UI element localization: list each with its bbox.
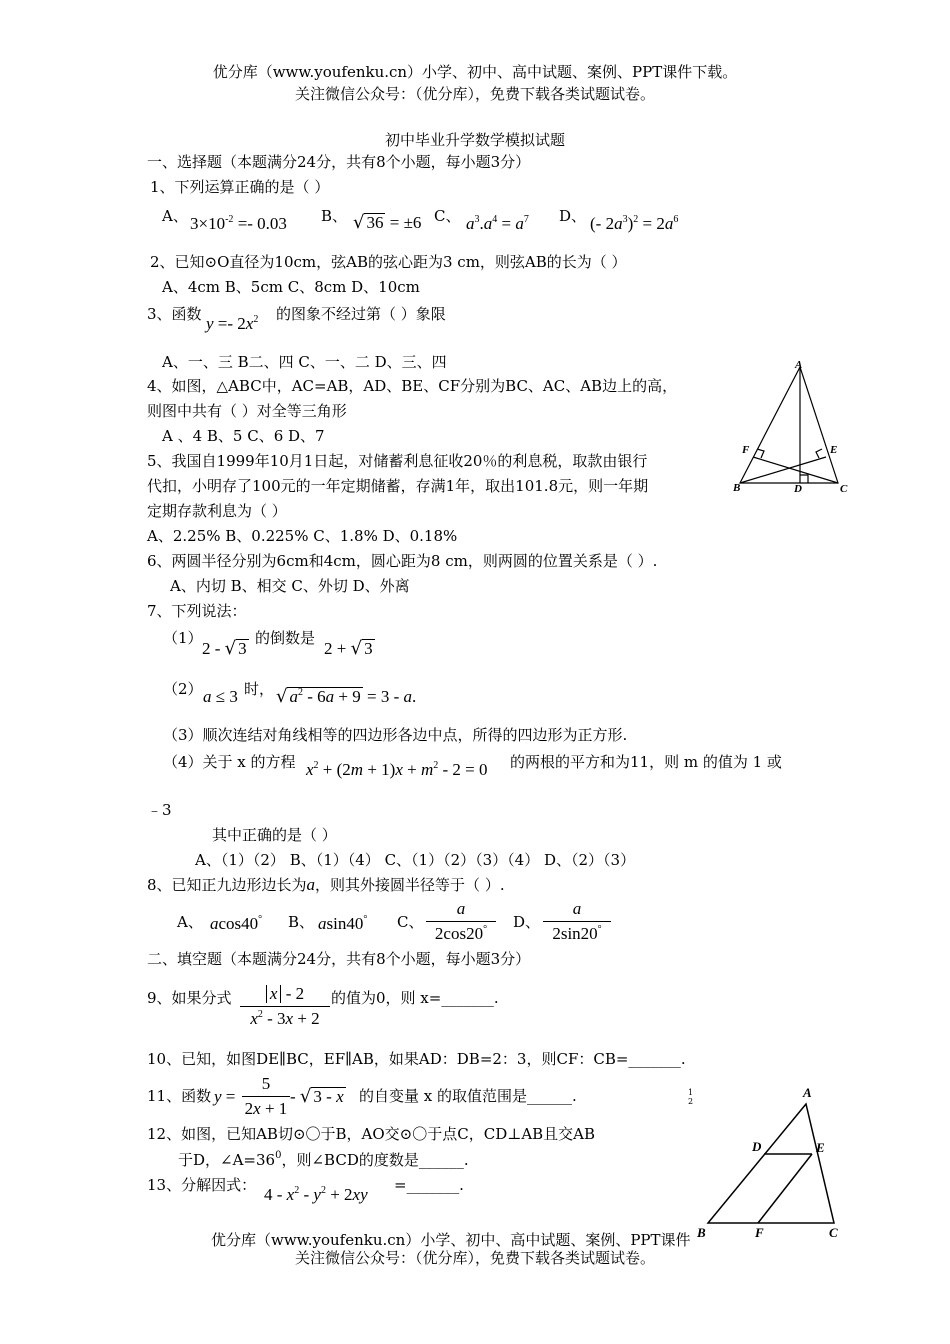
q8-option-d-fraction: a 2sin20° [543, 898, 611, 945]
q7-s4-pre: （4）关于 x 的方程 [163, 753, 296, 771]
q1-option-c-label: C、 [434, 207, 461, 225]
fig2-mark-top: 1 [688, 1088, 694, 1097]
q11-fraction: 5 2x + 1 [242, 1073, 290, 1120]
section-1-heading: 一、选择题（本题满分24分，共有8个小题，每小题3分） [147, 153, 531, 171]
q7-s1-label: （1） [163, 629, 203, 647]
q3-stem-pre: 3、函数 [147, 305, 202, 323]
q7-s4-post: 的两根的平方和为11，则 m 的值为 1 或 [510, 753, 782, 771]
fig1-label-b: B [733, 482, 741, 494]
fig2-label-f: F [755, 1225, 764, 1240]
q13-expr: $4 - x^2 - y^2 + 2xy$ [264, 1185, 368, 1204]
page-title: 初中毕业升学数学模拟试题 [384, 131, 565, 149]
header-line-2: 关注微信公众号：（优分库），免费下载各类试题试卷。 [294, 85, 655, 103]
fig2-label-a: A [803, 1085, 812, 1100]
fig1-label-e: E [830, 444, 838, 456]
q7-s4-equation: $x^2 + (2m + 1)x + m^2 - 2 = 0$ [306, 760, 488, 779]
q11-radical: - √ 3 - x [290, 1086, 344, 1107]
q8-option-c-fraction: a 2cos20° [426, 898, 496, 945]
q7-stem: 7、下列说法： [147, 602, 247, 620]
fig2-mark-bottom: 2 [688, 1097, 694, 1106]
q9-pre: 9、如果分式 [147, 989, 232, 1007]
q13-post: =_______. [394, 1176, 464, 1194]
q5-line-1: 5、我国自1999年10月1日起，对储蓄利息征收20％的利息税，取款由银行 [147, 452, 648, 470]
q7-s3: （3）顺次连结对角线相等的四边形各边中点，所得的四边形为正方形. [163, 726, 628, 744]
q7-s2-label: （2） [163, 680, 203, 698]
footer-line-1: 优分库（www.youfenku.cn）小学、初中、高中试题、案例、PPT课件 [211, 1231, 691, 1249]
q7-s4-continued: ﹣3 [147, 801, 172, 819]
q7-options: A、（1）（2） B、（1）（4） C、（1）（2）（3）（4） D、（2）（3） [195, 851, 636, 869]
q8-option-d-label: D、 [513, 913, 541, 931]
trapezoid-parallel-figure [694, 1080, 846, 1244]
q9-post: 的值为0，则 x=_______. [331, 989, 499, 1007]
fig2-label-c: C [829, 1225, 838, 1240]
q8-option-b-label: B、 [288, 913, 315, 931]
q7-s1-expr-b: 2 + √ 3 [324, 638, 373, 659]
q8-option-a-label: A、 [177, 913, 203, 931]
q4-line-2: 则图中共有（ ）对全等三角形 [147, 402, 347, 420]
q12-line-1: 12、如图，已知AB切⊙〇于B，AO交⊙〇于点C，CD⊥AB且交AB [147, 1125, 596, 1143]
fig1-label-c: C [840, 483, 848, 495]
q1-option-b-label: B、 [321, 207, 348, 225]
q1-option-a-expr: $3\times 10^{-2} =- 0.03$ [190, 214, 287, 233]
q2-options: A、4cm B、5cm C、8cm D、10cm [162, 278, 420, 296]
q11-lhs: y = [214, 1087, 236, 1106]
q3-stem-post: 的图象不经过第（ ）象限 [276, 305, 446, 323]
fig1-label-f: F [742, 444, 750, 456]
q5-options: A、2.25% B、0.225% C、1.8% D、0.18% [147, 527, 458, 545]
q11-post: 的自变量 x 的取值范围是______. [359, 1087, 577, 1105]
fig2-label-d: D [752, 1139, 762, 1154]
q12-line-2: 于D，$\angle A=36^0$，则∠BCD的度数是______. [178, 1150, 469, 1169]
q13-pre: 13、分解因式： [147, 1176, 257, 1194]
q1-option-a-label: A、 [162, 207, 188, 225]
isosceles-triangle-figure [730, 358, 850, 500]
q11-pre: 11、函数 [147, 1087, 212, 1105]
q1-stem: 1、下列运算正确的是（ ） [150, 178, 330, 196]
q3-options: A、一、三 B二、四 C、一、二 D、三、四 [162, 353, 447, 371]
q8-option-b-expr: asin40° [318, 914, 368, 933]
header-line-1: 优分库（www.youfenku.cn）小学、初中、高中试题、案例、PPT课件下载。 [212, 63, 738, 81]
q1-option-d-label: D、 [559, 207, 587, 225]
q1-option-b-expr: √ 36 = ±6 [353, 212, 422, 233]
q8-option-a-expr: acos40° [210, 914, 263, 933]
q5-line-3: 定期存款利息为（ ） [147, 502, 287, 520]
q2-stem: 2、已知⊙O直径为10cm，弦AB的弦心距为3 cm，则弦AB的长为（ ） [150, 253, 627, 271]
q5-line-2: 代扣，小明存了100元的一年定期储蓄，存满1年，取出101.8元，则一年期 [147, 477, 649, 495]
q3-function-expr: $y =- 2x^2$ [206, 314, 259, 333]
fig1-label-d: D [794, 483, 802, 495]
q1-option-c-expr: $a^3.a^4 = a^7$ [466, 214, 529, 233]
q7-s1-mid: 的倒数是 [255, 629, 316, 647]
section-2-heading: 二、填空题（本题满分24分，共有8个小题，每小题3分） [147, 950, 531, 968]
q1-option-d-expr: (- $2a^3)^2 = 2a^6$ [590, 214, 679, 233]
q7-s2-when: 时， [244, 680, 275, 698]
q7-s1-expr-a: 2 - √ 3 [202, 638, 247, 659]
q4-options: A 、4 B、5 C、6 D、7 [162, 427, 325, 445]
q6-stem: 6、两圆半径分别为6cm和4cm，圆心距为8 cm，则两圆的位置关系是（ ）. [147, 552, 658, 570]
fig2-label-b: B [697, 1225, 706, 1240]
q7-conclusion: 其中正确的是（ ） [212, 826, 337, 844]
q10-text: 10、已知，如图DE∥BC，EF∥AB，如果AD：DB=2：3，则CF：CB=_______. [147, 1050, 686, 1068]
q4-line-1: 4、如图，△ABC中，AC=AB，AD、BE、CF分别为BC、AC、AB边上的高， [147, 377, 678, 395]
footer-line-2: 关注微信公众号：（优分库），免费下载各类试题试卷。 [294, 1249, 655, 1267]
q8-option-c-label: C、 [397, 913, 424, 931]
fig2-label-e: E [816, 1140, 825, 1155]
fig1-label-a: A [795, 359, 803, 371]
q7-s2-condition: a ≤ 3 [203, 687, 238, 706]
q8-stem: 8、已知正九边形边长为a，则其外接圆半径等于（ ）. [147, 875, 505, 894]
q6-options: A、内切 B、相交 C、外切 D、外离 [170, 577, 410, 595]
q7-s2-expr: √ $a^2 - 6a + 9 = 3 - a$. [276, 686, 417, 707]
q9-fraction: x - 2 $x^2 - 3x + 2$ [240, 983, 330, 1030]
